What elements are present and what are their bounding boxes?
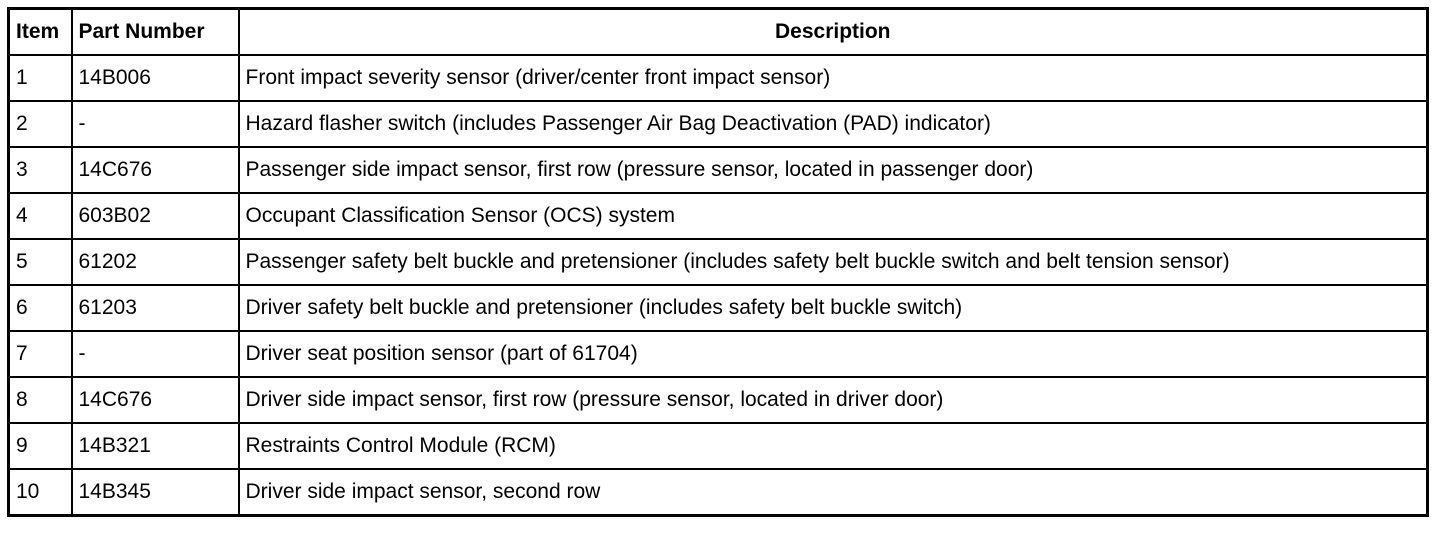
header-row [9, 9, 1428, 56]
cell-description: Driver side impact sensor, second row [239, 469, 1428, 516]
cell-description: Driver safety belt buckle and pretensioner (includes safety belt buckle switch) [239, 285, 1428, 331]
cell-item: 5 [9, 239, 72, 285]
table-row [9, 101, 1428, 147]
cell-part-number: - [72, 331, 239, 377]
table-header [9, 9, 1428, 56]
cell-item: 4 [9, 193, 72, 239]
cell-description: Hazard flasher switch (includes Passenger Air Bag Deactivation (PAD) indicator) [239, 101, 1428, 147]
header-part-number: Part Number [72, 9, 239, 56]
cell-part-number: 61203 [72, 285, 239, 331]
cell-item: 8 [9, 377, 72, 423]
cell-part-number: 14B345 [72, 469, 239, 516]
cell-item: 3 [9, 147, 72, 193]
cell-part-number: 14B321 [72, 423, 239, 469]
cell-part-number: 14B006 [72, 55, 239, 101]
cell-item: 6 [9, 285, 72, 331]
table-row [9, 469, 1428, 516]
cell-description: Front impact severity sensor (driver/center front impact sensor) [239, 55, 1428, 101]
parts-table [7, 7, 1429, 517]
header-item: Item [9, 9, 72, 56]
cell-part-number: 14C676 [72, 147, 239, 193]
cell-item: 7 [9, 331, 72, 377]
table-row [9, 239, 1428, 285]
cell-description: Passenger side impact sensor, first row (pressure sensor, located in passenger door) [239, 147, 1428, 193]
cell-part-number: 14C676 [72, 377, 239, 423]
cell-part-number: 603B02 [72, 193, 239, 239]
table-row [9, 193, 1428, 239]
cell-part-number: 61202 [72, 239, 239, 285]
cell-item: 1 [9, 55, 72, 101]
table-row [9, 423, 1428, 469]
cell-description: Driver side impact sensor, first row (pressure sensor, located in driver door) [239, 377, 1428, 423]
cell-item: 9 [9, 423, 72, 469]
cell-item: 2 [9, 101, 72, 147]
table-row [9, 285, 1428, 331]
cell-description: Occupant Classification Sensor (OCS) system [239, 193, 1428, 239]
cell-description: Restraints Control Module (RCM) [239, 423, 1428, 469]
cell-description: Passenger safety belt buckle and pretensioner (includes safety belt buckle switch and belt tension sensor) [239, 239, 1428, 285]
table-body [9, 55, 1428, 516]
cell-part-number: - [72, 101, 239, 147]
table-row [9, 377, 1428, 423]
table-row [9, 55, 1428, 101]
cell-description: Driver seat position sensor (part of 61704) [239, 331, 1428, 377]
table-row [9, 147, 1428, 193]
table-row [9, 331, 1428, 377]
header-description: Description [239, 9, 1428, 56]
cell-item: 10 [9, 469, 72, 516]
